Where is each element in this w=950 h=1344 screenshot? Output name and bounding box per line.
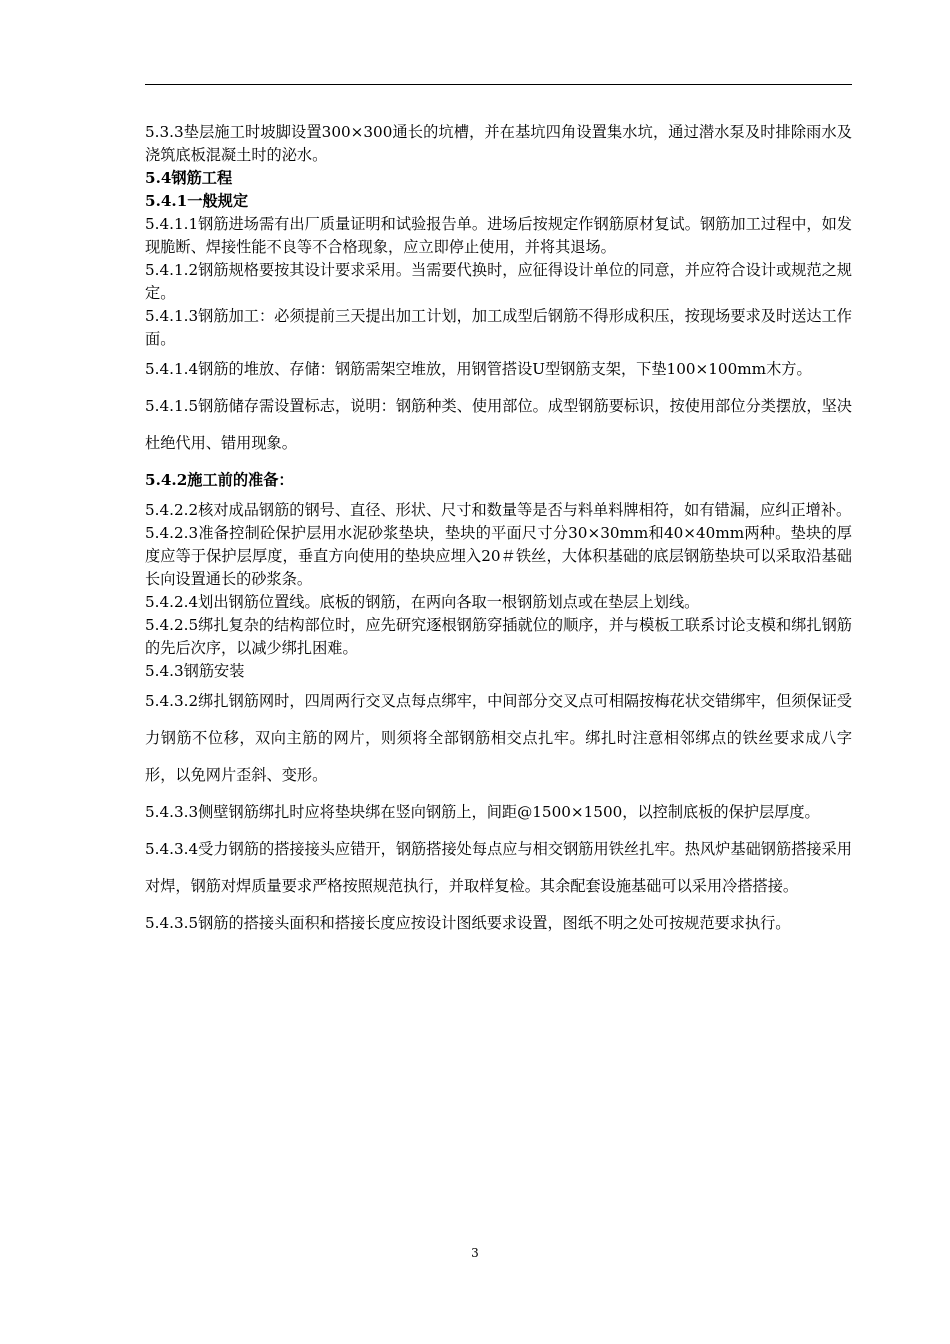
paragraph-5-4-1-3: 5.4.1.3钢筋加工：必须提前三天提出加工计划，加工成型后钢筋不得形成积压，按现场要求及时送达工作面。: [145, 307, 852, 348]
paragraph-5-4-3-2: 5.4.3.2绑扎钢筋网时，四周两行交叉点每点绑牢，中间部分交叉点可相隔按梅花状交错绑牢，但须保证受力钢筋不位移，双向主筋的网片，则须将全部钢筋相交点扎牢。绑扎时注意相邻绑点的铁丝要求成八字形，以免网片歪斜、变形。: [145, 692, 852, 784]
section-heading-5-4-3: 5.4.3钢筋安装: [145, 662, 245, 680]
document-body: [145, 121, 852, 942]
section-heading-5-4-2: 5.4.2施工前的准备：: [145, 471, 294, 489]
section-heading-5-4: 5.4钢筋工程: [145, 169, 233, 187]
paragraph-5-4-2-3: 5.4.2.3准备控制砼保护层用水泥砂浆垫块，垫块的平面尺寸分30×30mm和40×40mm两种。垫块的厚度应等于保护层厚度，垂直方向使用的垫块应埋入20＃铁丝，大体积基础的底层钢筋垫块可以采取沿基础长向设置通长的砂浆条。: [145, 524, 852, 588]
paragraph-5-4-1-2: 5.4.1.2钢筋规格要按其设计要求采用。当需要代换时，应征得设计单位的同意，并应符合设计或规范之规定。: [145, 261, 852, 302]
paragraph-5-3-3: 5.3.3垫层施工时坡脚设置300×300通长的坑槽，并在基坑四角设置集水坑，通过潜水泵及时排除雨水及浇筑底板混凝土时的泌水。: [145, 123, 852, 164]
paragraph-5-4-3-5: 5.4.3.5钢筋的搭接头面积和搭接长度应按设计图纸要求设置，图纸不明之处可按规范要求执行。: [145, 914, 791, 932]
paragraph-5-4-2-5: 5.4.2.5绑扎复杂的结构部位时，应先研究逐根钢筋穿插就位的顺序，并与模板工联系讨论支模和绑扎钢筋的先后次序，以减少绑扎困难。: [145, 616, 852, 657]
paragraph-5-4-3-4: 5.4.3.4受力钢筋的搭接接头应错开，钢筋搭接处每点应与相交钢筋用铁丝扎牢。热风炉基础钢筋搭接采用对焊，钢筋对焊质量要求严格按照规范执行，并取样复检。其余配套设施基础可以采用冷搭搭接。: [145, 840, 852, 895]
page-number: 3: [471, 1246, 479, 1260]
paragraph-5-4-1-4: 5.4.1.4钢筋的堆放、存储：钢筋需架空堆放，用钢管搭设U型钢筋支架，下垫100×100mm木方。: [145, 360, 812, 378]
paragraph-5-4-1-1: 5.4.1.1钢筋进场需有出厂质量证明和试验报告单。进场后按规定作钢筋原材复试。钢筋加工过程中，如发现脆断、焊接性能不良等不合格现象，应立即停止使用，并将其退场。: [145, 215, 852, 256]
paragraph-5-4-2-4: 5.4.2.4划出钢筋位置线。底板的钢筋，在两向各取一根钢筋划点或在垫层上划线。: [145, 593, 700, 611]
paragraph-5-4-2-2: 5.4.2.2核对成品钢筋的钢号、直径、形状、尺寸和数量等是否与料单料牌相符，如有错漏，应纠正增补。: [145, 501, 852, 519]
header-rule: [145, 84, 852, 85]
section-heading-5-4-1: 5.4.1一般规定: [145, 192, 249, 210]
paragraph-5-4-3-3: 5.4.3.3侧壁钢筋绑扎时应将垫块绑在竖向钢筋上，间距@1500×1500，以控制底板的保护层厚度。: [145, 803, 820, 821]
paragraph-5-4-1-5: 5.4.1.5钢筋储存需设置标志，说明：钢筋种类、使用部位。成型钢筋要标识，按使用部位分类摆放，坚决杜绝代用、错用现象。: [145, 397, 852, 452]
